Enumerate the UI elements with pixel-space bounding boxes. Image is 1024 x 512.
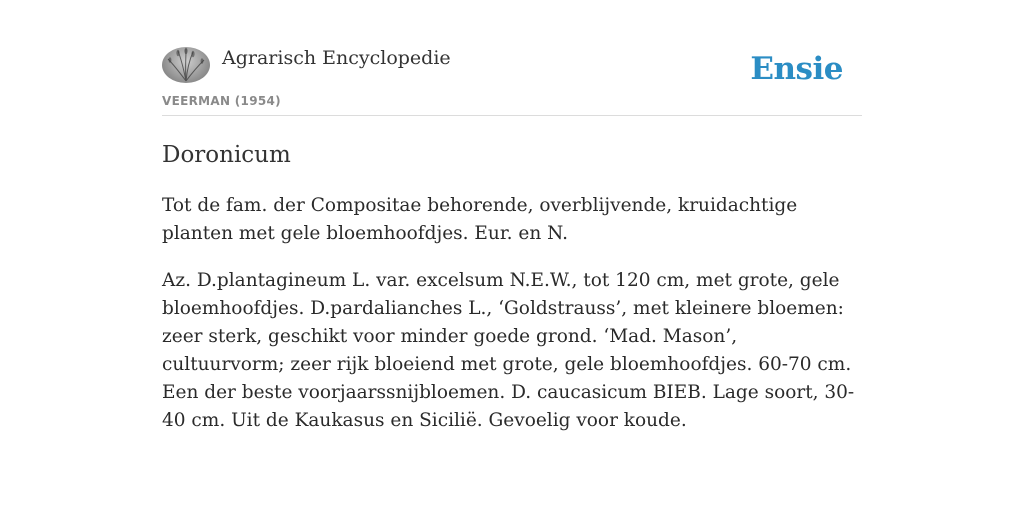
source-title[interactable]: Agrarisch Encyclopedie	[222, 47, 451, 69]
source-author-year: VEERMAN (1954)	[162, 94, 281, 108]
entry-title: Doronicum	[162, 142, 291, 168]
brand-logo-link[interactable]: Ensie	[750, 51, 843, 87]
entry-page	[162, 0, 862, 431]
entry-paragraph: Az. D.plantagineum L. var. excelsum N.E.W., tot 120 cm, met grote, gele bloemhoofdjes. D.pardalianches L., ‘Goldstrauss’, met kleinere bloemen: zeer sterk, geschikt voor minder goede grond. ‘Mad. Mason’, cultuurvorm; zeer rijk bloeiend met grote, gele bloemhoofdjes. 60-70 cm. Een der beste voorjaarssnijbloemen. D. caucasicum BIEB. Lage soort, 30-40 cm. Uit de Kaukasus en Sicilië. Gevoelig voor koude.	[162, 270, 855, 431]
entry-paragraph: Tot de fam. der Compositae behorende, overblijvende, kruidachtige planten met gele bloemhoofdjes. Eur. en N.	[162, 195, 798, 244]
wheat-engraving-logo-icon[interactable]	[162, 47, 210, 83]
entry-body	[162, 192, 862, 454]
source-header	[162, 0, 862, 116]
